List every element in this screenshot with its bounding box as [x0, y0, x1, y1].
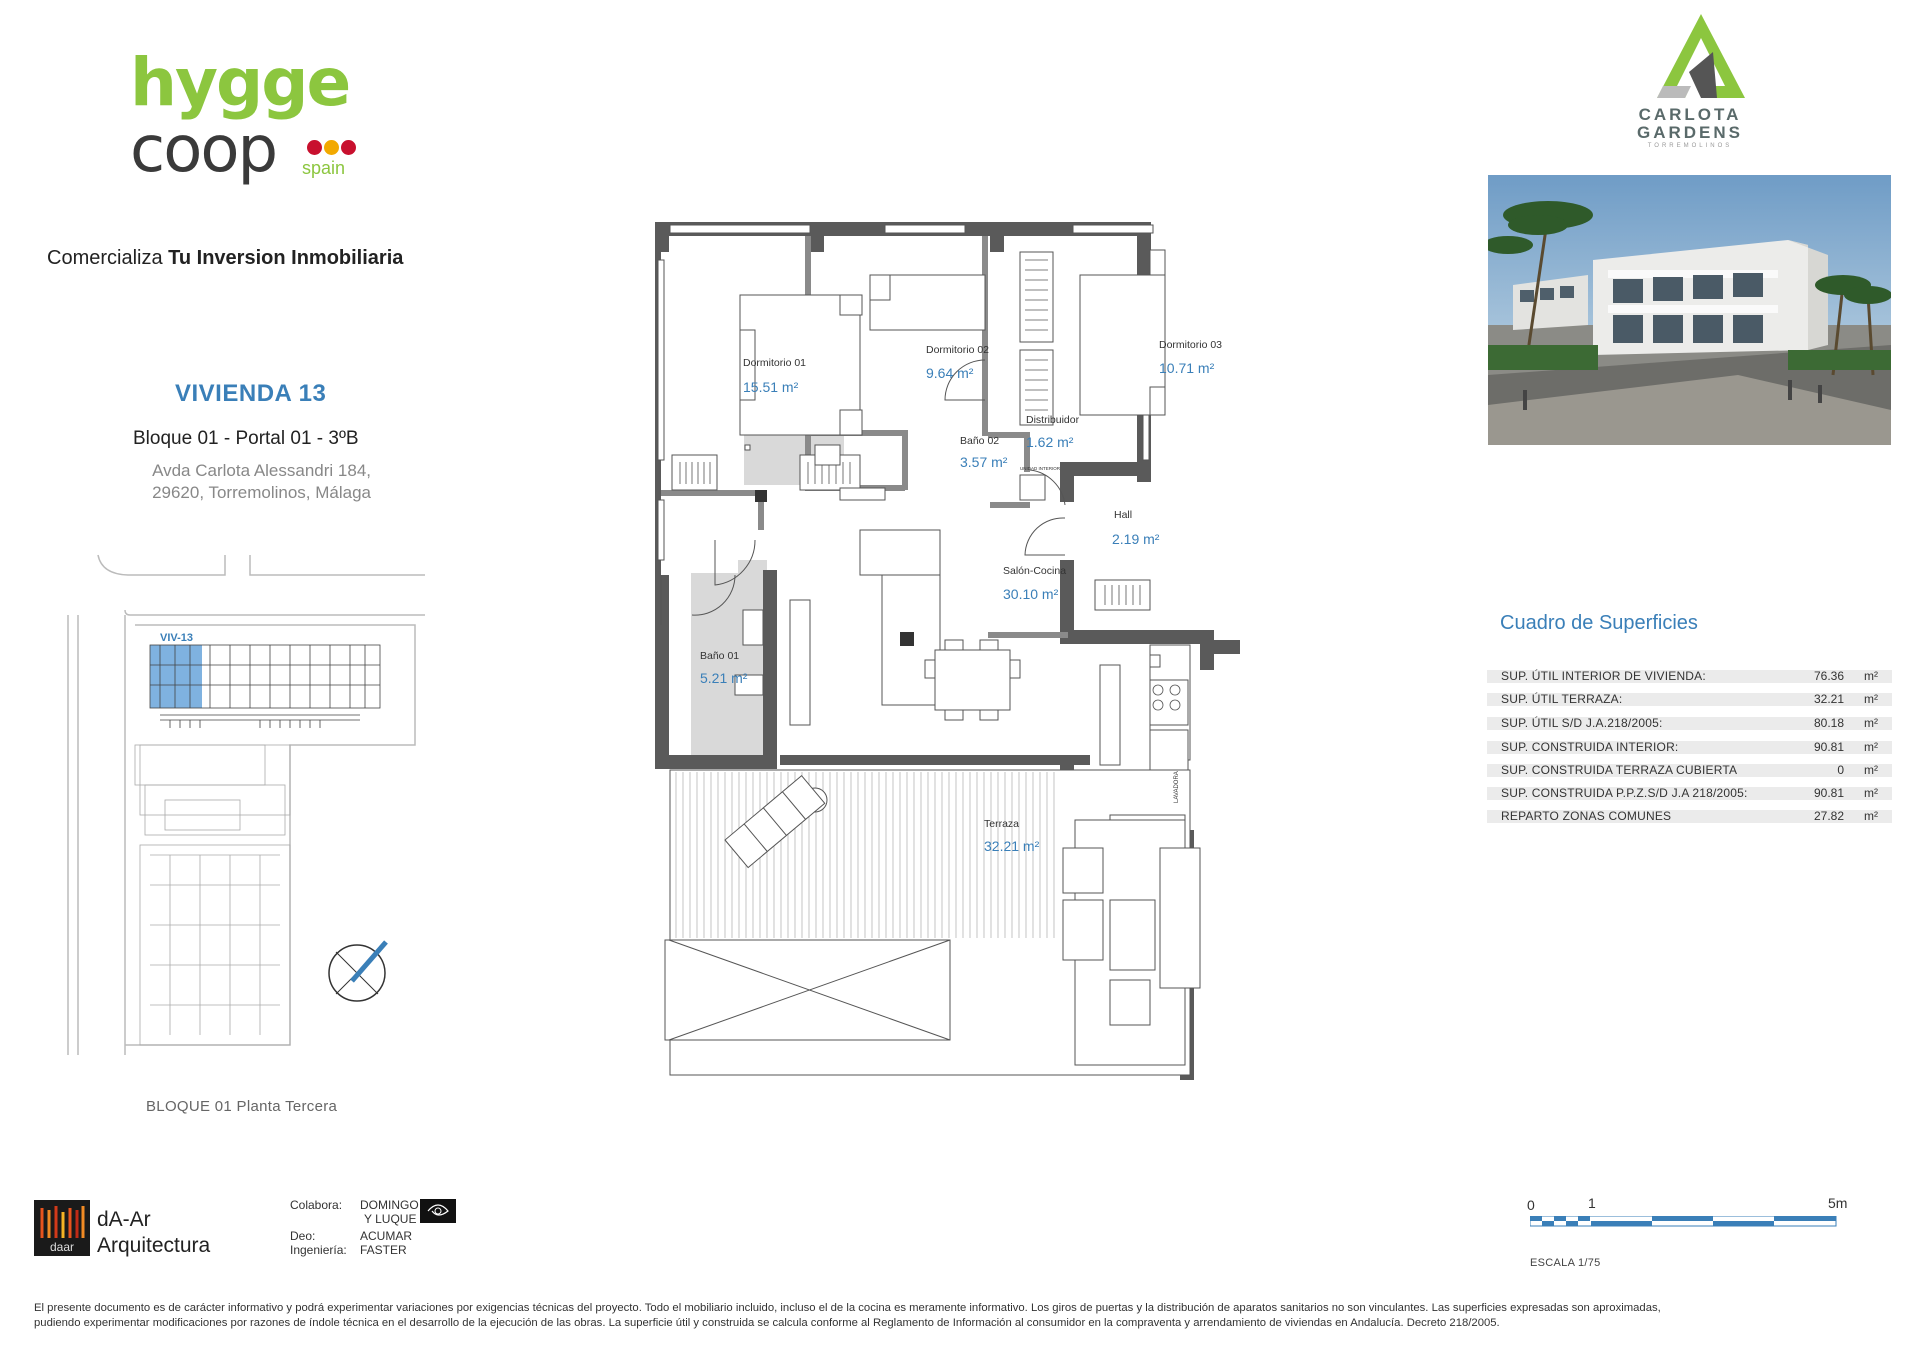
- unidad-interior-label: UNIDAD INTERIOR: [1020, 466, 1061, 471]
- daar-logo-text: daar: [49, 1240, 75, 1254]
- scale-caption: ESCALA 1/75: [1530, 1257, 1601, 1269]
- building-render-image: [1488, 175, 1891, 445]
- cuadro-row-label: SUP. ÚTIL S/D J.A.218/2005:: [1501, 716, 1663, 730]
- room-area-salon-cocina: 30.10 m²: [1003, 586, 1059, 602]
- colabora-label: Colabora:: [290, 1198, 343, 1212]
- scale-label-5m: 5m: [1828, 1195, 1848, 1211]
- carlota-sub: TORREMOLINOS: [1647, 143, 1733, 149]
- company-name: Tu Inversion Inmobiliaria: [168, 247, 404, 269]
- hygge-logo-word: hygge: [130, 44, 350, 121]
- room-area-dormitorio-01: 15.51 m²: [743, 379, 799, 395]
- cuadro-row-unit: m²: [1864, 692, 1878, 706]
- coop-logo-word: coop: [130, 113, 277, 187]
- floor-plan: [640, 200, 1400, 1080]
- cuadro-row: [1487, 785, 1892, 802]
- vivienda-title: VIVIENDA 13: [175, 380, 327, 407]
- cuadro-row-unit: m²: [1864, 716, 1878, 730]
- cuadro-row: [1487, 691, 1892, 708]
- room-name-dormitorio-02: Dormitorio 02: [926, 344, 990, 356]
- cuadro-row: [1487, 668, 1892, 685]
- cuadro-row-label: REPARTO ZONAS COMUNES: [1501, 809, 1672, 823]
- deo-value: ACUMAR: [360, 1229, 413, 1243]
- cuadro-row-value: 0: [1837, 763, 1844, 777]
- viv-13-label: VIV-13: [160, 632, 194, 644]
- keyplan-caption: BLOQUE 01 Planta Tercera: [146, 1098, 338, 1115]
- scale-bar: [1530, 1216, 1840, 1228]
- cuadro-row-value: 32.21: [1813, 692, 1844, 706]
- cuadro-title: Cuadro de Superficies: [1500, 612, 1698, 634]
- deo-label: Deo:: [290, 1229, 316, 1243]
- cuadro-row-unit: m²: [1864, 809, 1878, 823]
- domingo-luque-logo-icon: [420, 1199, 456, 1223]
- cuadro-row-label: SUP. CONSTRUIDA TERRAZA CUBIERTA: [1501, 763, 1738, 777]
- room-area-terraza: 32.21 m²: [984, 838, 1040, 854]
- lavadora-label: LAVADORA: [1174, 771, 1180, 803]
- logo-spain-text: spain: [302, 158, 346, 178]
- room-area-distribuidor: 1.62 m²: [1026, 434, 1074, 450]
- room-name-dormitorio-01: Dormitorio 01: [743, 357, 807, 369]
- ingenieria-label: Ingeniería:: [290, 1243, 347, 1257]
- room-area-dormitorio-02: 9.64 m²: [926, 365, 974, 381]
- address-line1: Avda Carlota Alessandri 184,: [152, 461, 371, 480]
- cuadro-row: [1487, 715, 1892, 732]
- room-name-terraza: Terraza: [984, 818, 1020, 830]
- cuadro-row-label: SUP. CONSTRUIDA P.P.Z.S/D J.A 218/2005:: [1501, 786, 1748, 800]
- cuadro-row-label: SUP. ÚTIL INTERIOR DE VIVIENDA:: [1501, 669, 1706, 683]
- cuadro-row-label: SUP. CONSTRUIDA INTERIOR:: [1501, 740, 1679, 754]
- room-name-dormitorio-03: Dormitorio 03: [1159, 339, 1223, 351]
- room-name-distribuidor: Distribuidor: [1026, 414, 1080, 426]
- carlota-gardens-name: CARLOTA GARDENS: [1636, 105, 1743, 142]
- disclaimer-line2: pudiendo experimentar modificaciones por razones de índole técnica en el desarrollo de la ejecución de las obras. La superficie útil y construida se calcula conforme al Reglamento de Información al consumidor en la compraventa y arrendamiento de viviendas en Andalucía. Decreto 218/2005.: [34, 1317, 1500, 1329]
- scale-label-1: 1: [1588, 1195, 1596, 1211]
- disclaimer: [34, 1301, 1894, 1331]
- cuadro-row-unit: m²: [1864, 740, 1878, 754]
- logo-dots: [307, 140, 358, 160]
- cuadro-row-unit: m²: [1864, 786, 1878, 800]
- cuadro-row-value: 90.81: [1813, 740, 1844, 754]
- cuadro-row-value: 80.18: [1813, 716, 1844, 730]
- carlota-gardens-logo: [1655, 12, 1747, 102]
- address-line2: 29620, Torremolinos, Málaga: [152, 483, 371, 502]
- cuadro-row: [1487, 762, 1892, 779]
- comercializa-line: Comercializa Tu Inversion Inmobiliaria: [47, 247, 404, 269]
- viv-13-highlight: [150, 645, 202, 708]
- disclaimer-line1: El presente documento es de carácter informativo y podrá experimentar variaciones por exigencias técnicas del proyecto. Todo el mobiliario incluido, incluso el de la cocina es meramente informativo. Los giros de puertas y la distribución de aparatos sanitarios no son vinculantes. Las superficies expresadas son aproximadas,: [34, 1302, 1661, 1314]
- room-area-dormitorio-03: 10.71 m²: [1159, 360, 1215, 376]
- room-name-salon-cocina: Salón-Cocina: [1003, 565, 1067, 577]
- address: [133, 460, 371, 504]
- cuadro-row: [1487, 739, 1892, 756]
- cuadro-row-unit: m²: [1864, 763, 1878, 777]
- room-area-bano-01: 5.21 m²: [700, 670, 748, 686]
- architect-name: dA-Ar Arquitectura: [97, 1208, 211, 1257]
- key-plan: [60, 545, 440, 1065]
- cuadro-row-label: SUP. ÚTIL TERRAZA:: [1501, 692, 1623, 706]
- cuadro-row: [1487, 808, 1892, 825]
- bloque-portal: Bloque 01 - Portal 01 - 3ºB: [133, 428, 359, 449]
- cuadro-row-value: 27.82: [1813, 809, 1844, 823]
- north-compass-icon: [329, 942, 386, 1001]
- room-area-bano-02: 3.57 m²: [960, 454, 1008, 470]
- room-name-bano-02: Baño 02: [960, 435, 1000, 447]
- scale-label-0: 0: [1527, 1197, 1535, 1213]
- cuadro-row-unit: m²: [1864, 669, 1878, 683]
- room-name-bano-01: Baño 01: [700, 650, 740, 662]
- room-area-hall: 2.19 m²: [1112, 531, 1160, 547]
- ingenieria-value: FASTER: [360, 1243, 407, 1257]
- cuadro-row-value: 90.81: [1813, 786, 1844, 800]
- colabora-value: DOMINGO Y LUQUE: [360, 1198, 419, 1226]
- room-name-hall: Hall: [1114, 509, 1133, 521]
- daar-logo-icon: [34, 1200, 90, 1256]
- cuadro-row-value: 76.36: [1813, 669, 1844, 683]
